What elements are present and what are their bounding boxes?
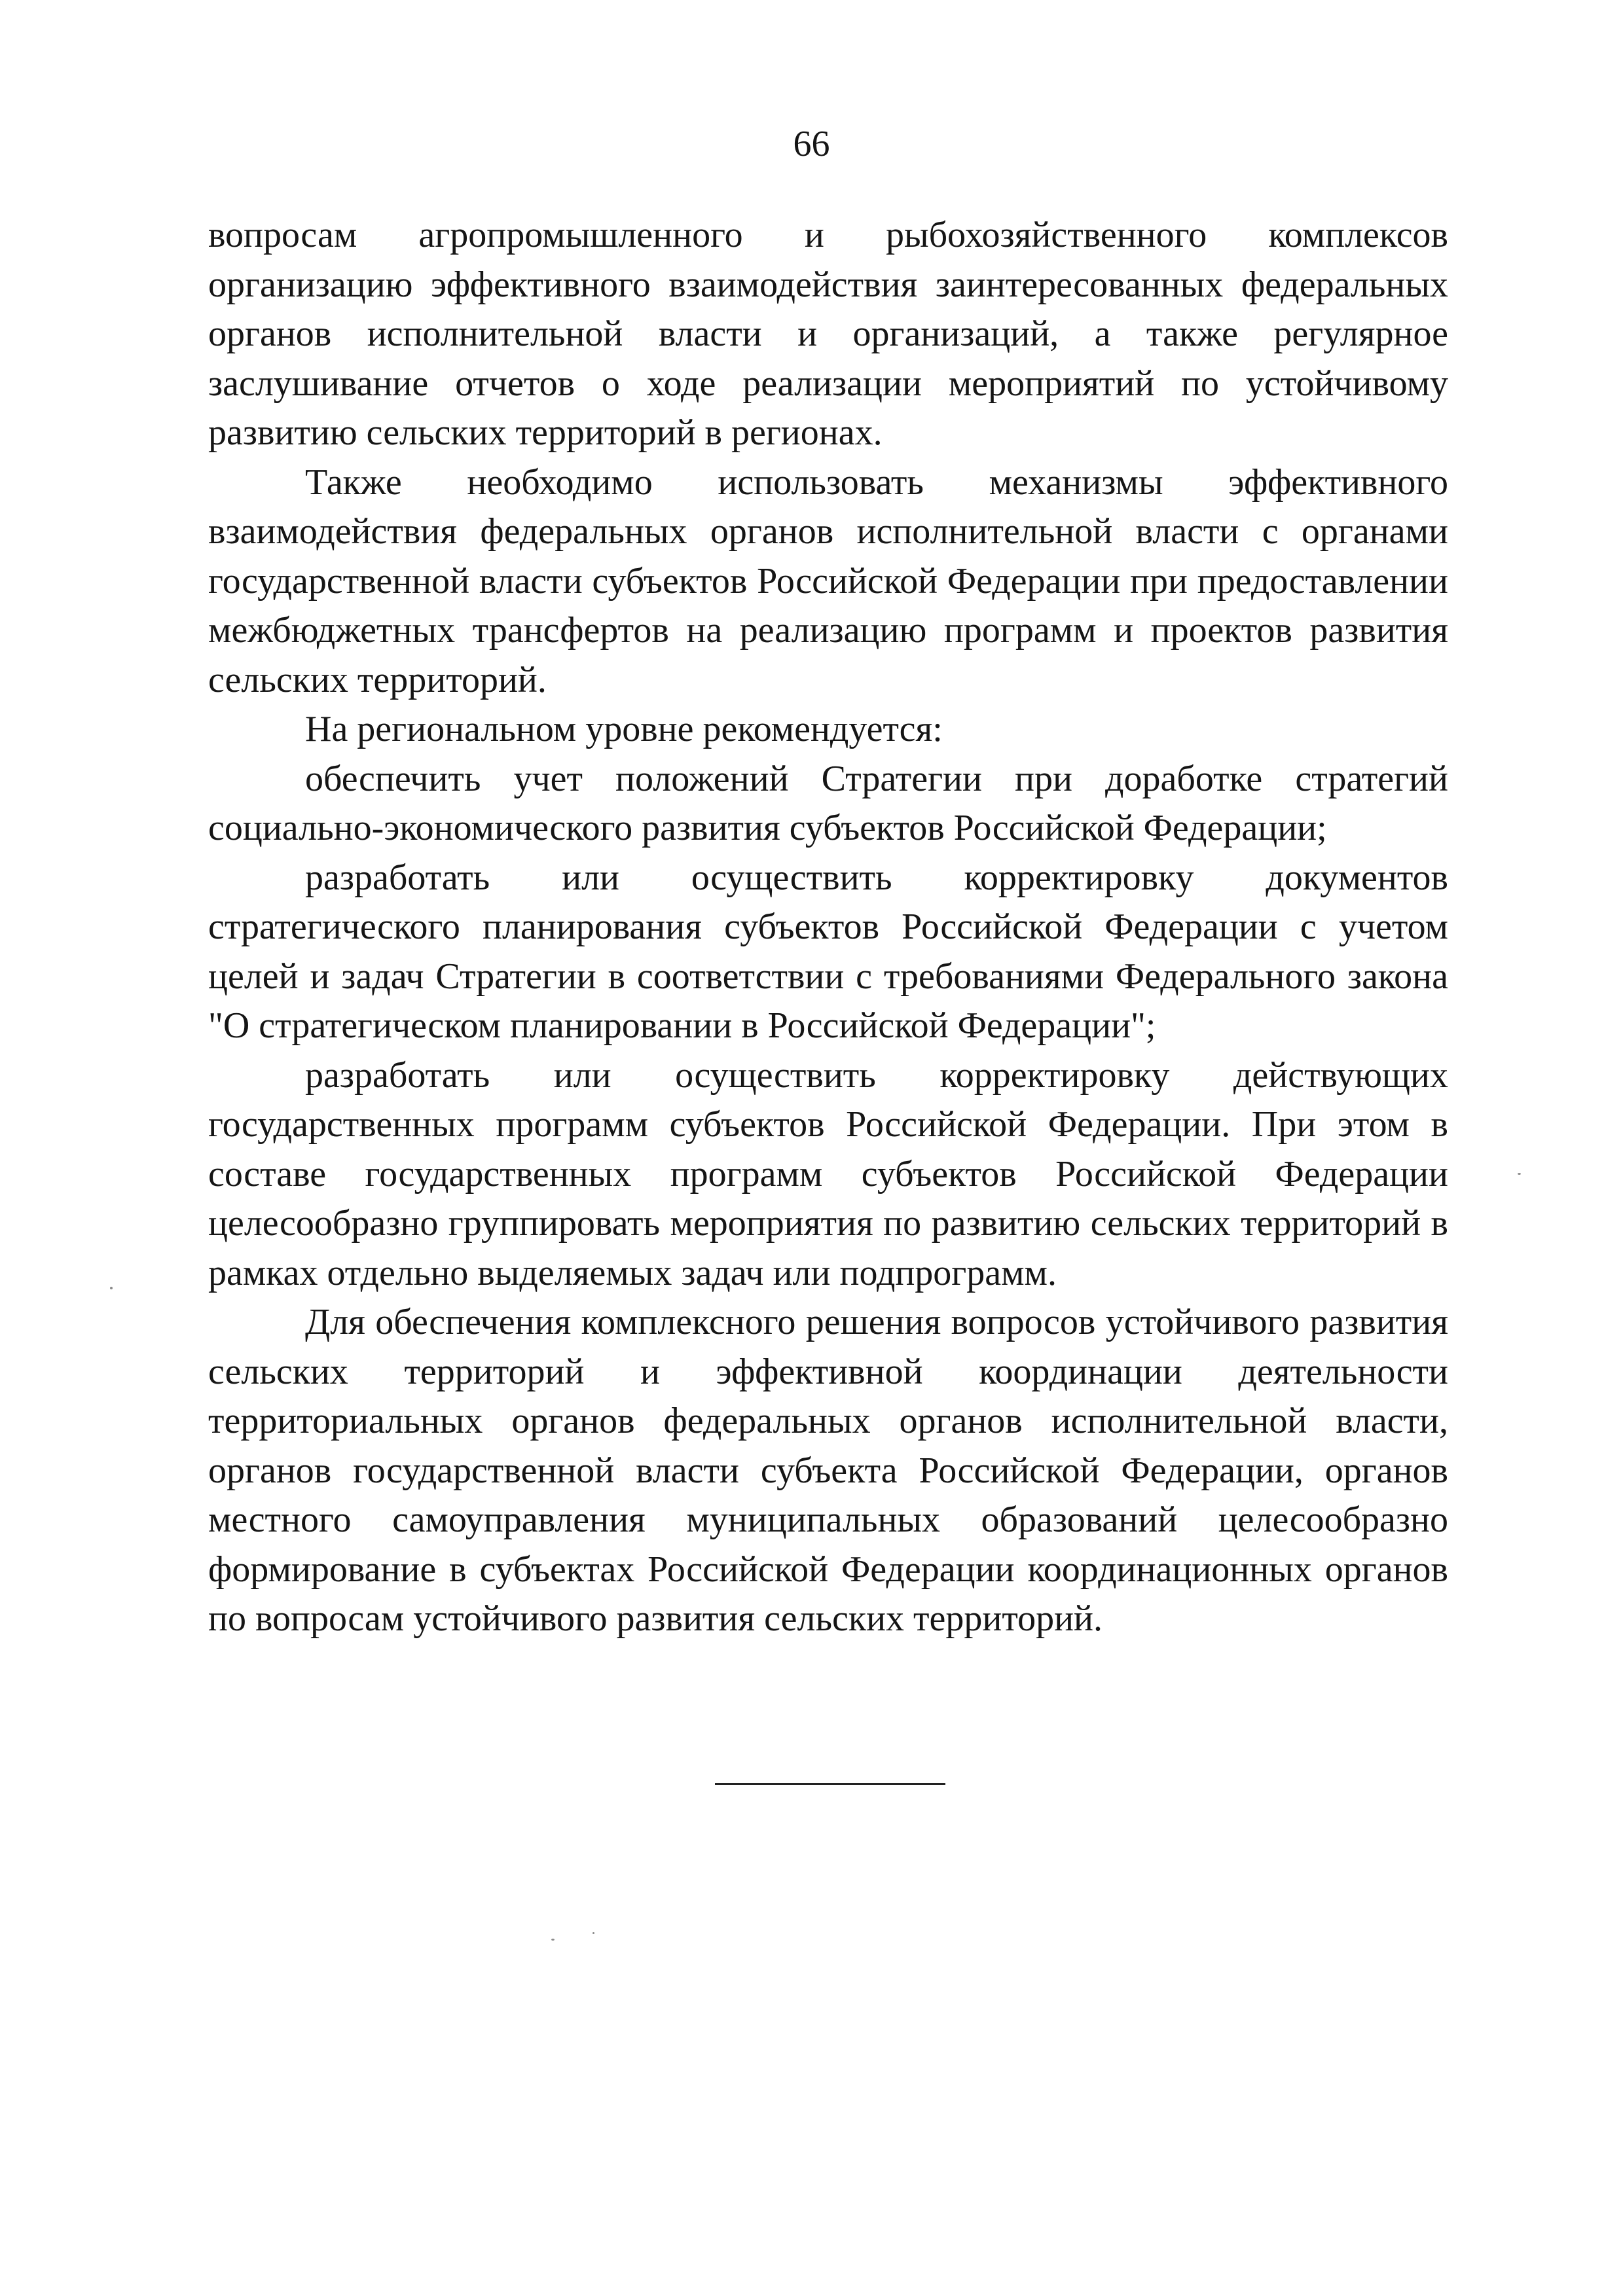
body-text [208, 211, 1448, 1644]
paragraph-1: вопросам агропромышленного и рыбохозяйственного комплексов организацию эффективного взаимодействия заинтересованных федеральных органов исполнительной власти и организаций, а также регулярное заслушивание отчетов о ходе реализации мероприятий по устойчивому развитию сельских территорий в регионах. [208, 215, 1448, 453]
scan-speck [593, 1932, 594, 1934]
page-number: 66 [793, 124, 830, 164]
paragraph-6: разработать или осуществить корректировку действующих государственных программ субъектов Российской Федерации. При этом в составе государственных программ субъектов Российской Федерации целесообразно группировать мероприятия по развитию сельских территорий в рамках отдельно выделяемых задач или подпрограмм. [208, 1054, 1448, 1293]
scan-speck [1518, 1173, 1521, 1175]
paragraph-2: Также необходимо использовать механизмы эффективного взаимодействия федеральных органов исполнительной власти с органами государственной власти субъектов Российской Федерации при предоставлении межбюджетных трансфертов на реализацию программ и проектов развития сельских территорий. [208, 461, 1448, 700]
paragraph-7: Для обеспечения комплексного решения вопросов устойчивого развития сельских территорий и эффективной координации деятельности территориальных органов федеральных органов исполнительной власти, органов государственной власти субъекта Российской Федерации, органов местного самоуправления муниципальных образований целесообразно формирование в субъектах Российской Федерации координационных органов по вопросам устойчивого развития сельских территорий. [208, 1302, 1448, 1639]
end-of-document-rule [715, 1783, 945, 1785]
scan-speck [110, 1287, 113, 1289]
paragraph-5: разработать или осуществить корректировку документов стратегического планирования субъектов Российской Федерации с учетом целей и задач Стратегии в соответствии с требованиями Федерального закона "О стратегическом планировании в Российской Федерации"; [208, 857, 1448, 1046]
paragraph-4: обеспечить учет положений Стратегии при доработке стратегий социально-экономического развития субъектов Российской Федерации; [208, 758, 1448, 848]
scan-speck [551, 1939, 555, 1941]
paragraph-3: На региональном уровне рекомендуется: [305, 709, 943, 749]
